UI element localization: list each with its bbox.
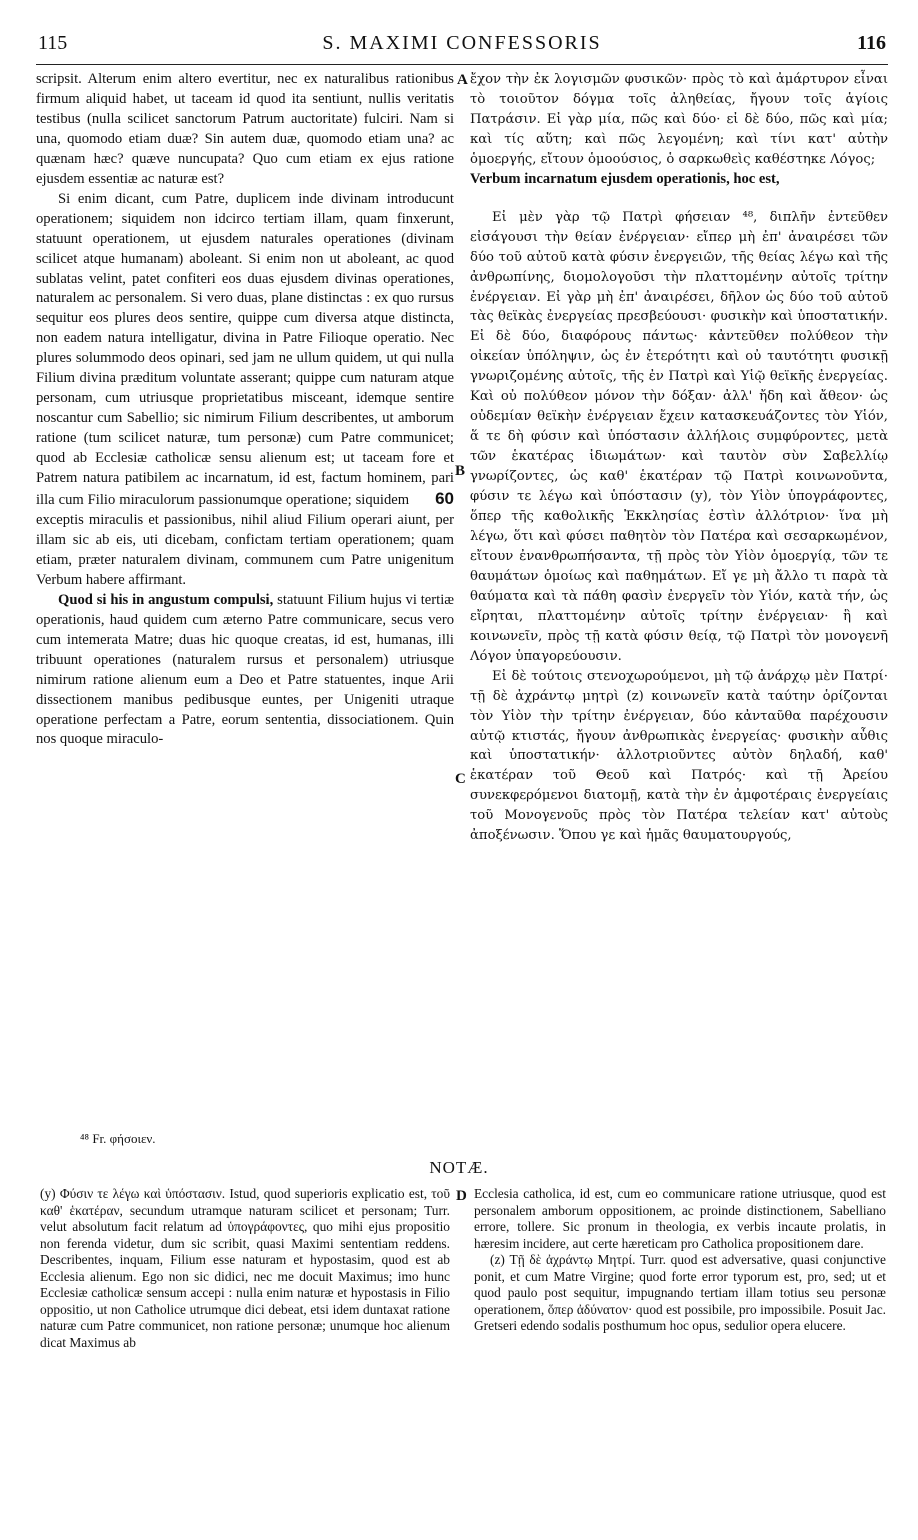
margin-letter-d: D [456, 1188, 467, 1204]
latin-paragraph-3-body: statuunt Filium hujus vi tertiæ operationis, haud quidem cum æterno Patre communicare, secus vero cum intemerata Matre; duas hic quoque creatas, id est, humanas, illi tribuunt operationes (naturalem rursus et personalem) utriusque nimirum ratione alienum eum a Deo et Patre statuentes, inque Arii dissectionem manibus pedibusque euntes, per Unigeniti utraque operatione perfectam a Patre, eorum sententia, dissociationem. Quin nos quoque miraculo- [36, 591, 454, 748]
page-number-left: 115 [38, 32, 68, 54]
latin-paragraph-2b: exceptis miraculis et passionibus, nihil aliud Filium operari aiunt, per illam sic ab eis, uti dicebam, confictam tertiam operationem; quam etiam, præter naturalem divinam, communem cum Patre unigenitum Verbum habere affirmant. [36, 511, 454, 588]
margin-letter-c: C [455, 771, 466, 787]
margin-letter-a: A [457, 72, 468, 88]
latin-paragraph-3-lead: Quod si his in angustum compulsi, [58, 591, 274, 608]
greek-column [470, 70, 888, 846]
notes-title: NOTÆ. [429, 1158, 489, 1177]
note-y-continued: Ecclesia catholica, id est, cum eo communicare ratione utriusque, quod est personalem amborum oppositionem, ac proinde distinctionem, Sabelliano errore, tollere. Sic pronum in theologia, ex verbis incaute prolatis, in hæresim incidere, aut certe hæreticam pro Catholica propositionem dare. [474, 1186, 886, 1251]
greek-paragraph-1: ἔχον τὴν ἐκ λογισμῶν φυσικῶν· πρὸς τὸ καὶ ἀμάρτυρον εἶναι τὸ τοιοῦτον δόγμα τοῖς ἀληθείας, ἤγουν τοῖς ἁγίοις Πατράσιν. Εἰ γὰρ μία, πῶς καὶ δύο· εἰ δὲ δύο, πῶς καὶ μία; καὶ τίς αὕτη; καὶ πῶς λεγομένη; καὶ τίνι κατ' αὐτὴν ὁμοεργής, εἴτουν ὁμοούσιος, ὁ σαρκωθεὶς καθέστηκε Λόγος; [470, 72, 888, 167]
latin-paragraph-1: scripsit. Alterum enim altero evertitur, nec ex naturalibus rationibus firmum aliquid habet, ut taceam id quod ita sentiunt, nullis veritatis testibus (nulla scilicet sanctorum Patrum auctoritate) fulciri. Nam si una, quomodo etiam duæ? Sin autem duæ, quomodo etiam una? ac quænam hæc? quæve nuncupata? Quo cum etiam ex ejus ratione ejusdem essentiæ ac naturæ est? [36, 71, 454, 187]
notes-right-column [474, 1186, 886, 1335]
greek-paragraph-2: Εἰ μὲν γὰρ τῷ Πατρὶ φήσειαν ⁴⁸, διπλῆν ἐντεῦθεν εἰσάγουσι τὴν θείαν ἐνέργειαν· εἴπερ μὴ ἐπ' ἀναιρέσει τῶν δύο τοῦ αὐτοῦ κατὰ φύσιν ἐνεργειῶν, τῆς θείας λέγω καὶ τῆς ἀνθρωπίνης, διομολογοῦσι τὴν πλαττομένην αὐτοῖς τρίτην ἐνέργειαν. Εἰ γὰρ μὴ ἐπ' ἀναιρέσει, δῆλον ὡς δύο τοῦ αὐτοῦ τὰς θεϊκὰς ἐνεργείας πρεσβεύουσι· φυσικὴν καὶ ὑποστατικήν. Εἰ δὲ δύο, διαφόρους πάντως· κἀντεῦθεν πολύθεον τὴν οἰκείαν ὑπόληψιν, ὡς ἐν ἑτερότητι καὶ οὐ ταυτότητι φυσικῇ γνωριζομένης αὐτοῖς, τῆς ἐν Πατρὶ καὶ Υἱῷ θεϊκῆς ἐνεργείας. Καὶ οὐ πολύθεον μόνον τὴν δόξαν· ἀλλ' ἤδη καὶ ἄθεον· ὡς οὐδεμίαν θεϊκὴν ἐνέργειαν ἔχειν κατασκευάζοντες τὸν Υἱόν, ἅ τε δὴ φύσιν καὶ ὑπόστασιν ἀλλήλοις συμφύροντες, μετὰ τῶν ἑκατέρας ἰδιωμάτων· καὶ ταυτὸν σὺν Σαβελλίῳ γνωρίζοντες, ὡς καθ' ἑκατέραν τῷ Πατρὶ κοινωνοῦντα, φύσιν τε λέγω καὶ ὑπόστασιν (y), τὸν Υἱὸν ὑπογράφοντες, ὅπερ τῆς καθολικῆς Ἐκκλησίας ἐστὶν ἀλλότριον· ἵνα μὴ λέγω, ὅτι καὶ φύσει παθητὸν τὸν Πατέρα καὶ σεσαρκωμένον, εἴτουν ἐνανθρωπήσαντα, τῇ πρὸς τὸν Υἱὸν ὁμοεργίᾳ, τῶν τε θαυμάτων ὁμοίως καὶ παθημάτων. Εἴ γε μὴ ἄλλο τι παρὰ τὰ θαύματα καὶ τὰ πάθη φασὶν ἐνεργεῖν τὸν Υἱόν, κατὰ τήν, ὡς εἴρηται, πλαττομένην αὐτοῖς τρίτην ἐνέργειαν· ἣ καὶ κοινωνεῖν, πρὸς τῇ κατὰ φύσιν θείᾳ, τῷ Πατρὶ τὸν μονογενῆ Λόγον ὑπαγορεύουσιν. [470, 209, 888, 664]
latin-continuation-line: Verbum incarnatum ejusdem operationis, hoc est, [470, 170, 780, 187]
running-title: S. MAXIMI CONFESSORIS [322, 32, 602, 54]
latin-paragraph-3 [36, 591, 454, 751]
page-number-right: 116 [857, 32, 886, 54]
latin-column [36, 70, 454, 750]
note-y: (y) Φύσιν τε λέγω καὶ ὑπόστασιν. Istud, quod superioris explicatio est, τοῦ καθ' ἑκατέραν, secundum utramque naturam scilicet et personam; Turr. velut absolutum facit relatum ad ὑπογράφοντες, quo mihi ejus propositio non ferenda videtur, dum sic scribit, quasi Maximi sententiam reddens. Describentes, inquam, Filium esse naturam et hypostasim, quod est ab Ecclesia alienum. Ego non sic didici, nec me docuit Maximus; imo hunc Ecclesiæ catholicæ sensum accepi : nulla enim naturæ et hypostasis in Filio oppositio, ut non Catholice utrumque dici debeat, etsi idem duntaxat ratione naturæ cum Patre communicet, non ratione personæ; unumque hoc alienum dicat Maximus ab [40, 1186, 450, 1350]
chapter-number: 60 [435, 489, 455, 509]
note-z: (z) Τῇ δὲ ἀχράντῳ Μητρί. Turr. quod est adversative, quasi conjunctive ponit, et cum Matre Virgine; quod forte error typorum est, pro, sed; ut et quod paulo post sequitur, impugnando tertiam illam totius seu personæ operationem, ὅπερ ἀδύνατον· quod est possibile, pro impossibile. Posuit Jac. Gretseri edendo sodalis posthumum hoc opus, sedulior opera elucere. [474, 1252, 886, 1333]
latin-paragraph-2a: Si enim dicant, cum Patre, duplicem inde divinam introducunt operationem; siquidem non idcirco tertiam illam, quam finxerunt, statuunt operationem, ut ejusdem naturales operationes (divinam scilicet atque humanam) aboleant. Si enim non ut aboleant, ac quod sublatas velint, patet confiteri eos duas ejusdem divinas operationes, naturalem ac personalem. Si vero duas, plane distinctas : ex quo rursus sequitur eos plures deos sentire, quippe cum diversa atque distincta, non eadem natura intelligatur, divina in Patre Filioque operatio. Nec plures solummodo deos opinari, sed jam ne ullum quidem, ut qui nulla Filium divina præditum voluntate asserant; quippe cum naturam atque personam, cum utriusque proprietatibus misceant, idemque sentire noscantur cum Sabellio; sic nimirum Filium describentes, ut amborum ratione (tum scilicet naturæ, tum personæ) cum Patre communicet; quod ab Ecclesiæ catholicæ sensu alienum est; ut taceam fore et Patrem natura patibilem ac incarnatum, id est, factum hominem, pari illa cum Filio miraculorum passionumque operatione; siquidem [36, 190, 454, 509]
latin-paragraph-2 [36, 190, 454, 591]
page-header [36, 30, 888, 65]
margin-letter-b: B [455, 463, 466, 479]
notes-left-column [40, 1186, 450, 1351]
footnote: ⁴⁸ Fr. φήσοιεν. [80, 1131, 156, 1146]
greek-paragraph-3: Εἰ δὲ τούτοις στενοχωρούμενοι, μὴ τῷ ἀνάρχῳ μὲν Πατρί· τῇ δὲ ἀχράντῳ μητρὶ (z) κοινωνεῖν κατὰ ταύτην ὁρίζονται τὸν Υἱὸν τὴν τρίτην ἐνέργειαν, δύο κἀνταῦθα παρέχουσιν αὐτῷ κτιστάς, ἤγουν ἀνθρωπικὰς ἐνεργείας· φυσικὴν αὖθις καὶ ὑποστατικήν· ἀλλοτριοῦντες αὐτὸν δηλαδή, καθ' ἑκατέραν τοῦ Θεοῦ καὶ Πατρός· καὶ τῇ Ἀρείου συνεκφερόμενοι διατομῇ, κατὰ τὴν ἐν ἀμφοτέραις ἐνεργείαις τοῦ Μονογενοῦς πρὸς τὸν Πατέρα τελείαν κατ' αὐτοὺς ἀποξένωσιν. Ὅπου γε καὶ ἡμᾶς θαυματουργούς, [470, 668, 888, 844]
